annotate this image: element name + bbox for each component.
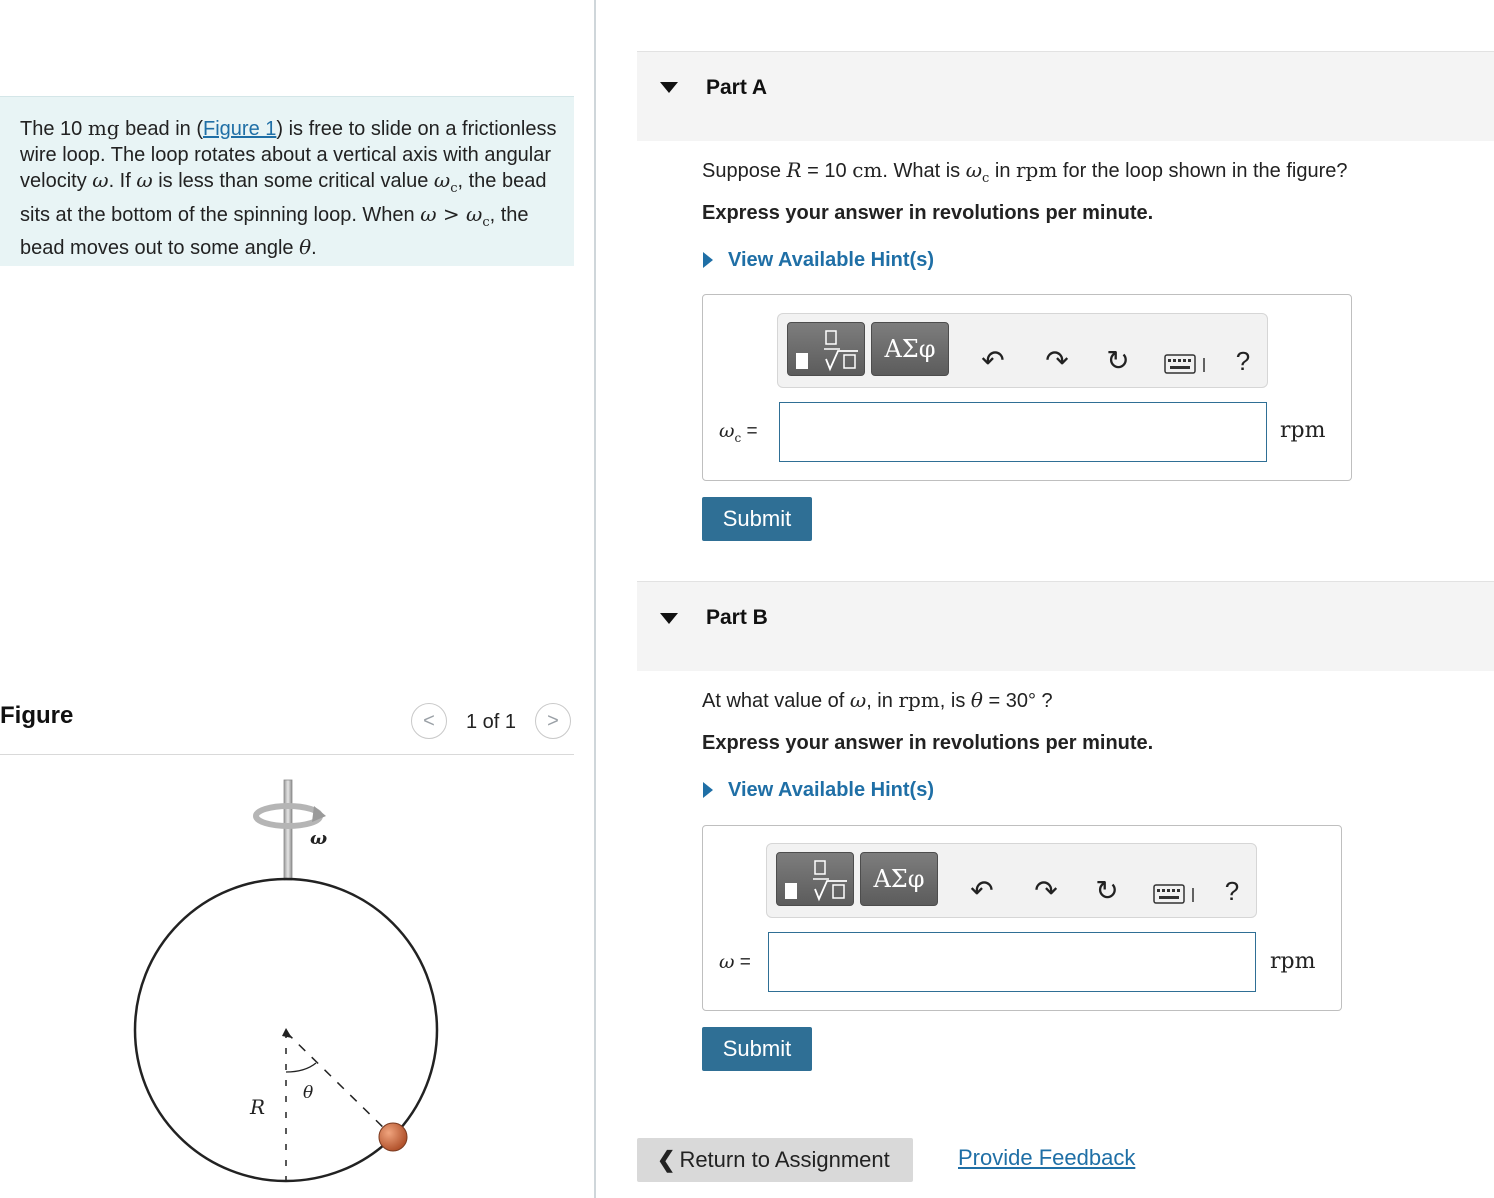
templates-button[interactable] [776,852,854,906]
question-text: for the loop shown in the figure? [1057,160,1348,182]
templates-icon [777,853,855,907]
unit-rpm: rpm [1016,158,1058,182]
help-icon[interactable]: ? [1224,876,1240,906]
chevron-left-icon: ❮ [657,1147,676,1172]
part-b-instruction: Express your answer in revolutions per minute. [702,732,1154,754]
templates-button[interactable] [787,322,865,376]
problem-text-1: The 10 [20,118,88,140]
problem-statement [20,116,565,262]
collapse-caret-icon[interactable] [660,82,678,93]
undo-icon[interactable]: ↶ [981,345,1005,376]
equals-sign: = [734,952,751,973]
problem-text-6: , the bead sits at the bottom of the spinning loop. When [20,170,547,226]
answer-variable-label [719,951,751,974]
question-text: = 10 [801,160,853,182]
omega-symbol: ω [965,158,983,182]
part-b-title: Part B [706,606,768,629]
inequality-expression: ω > ω [420,201,483,226]
keyboard-icon[interactable] [1153,882,1199,911]
question-text: , is [939,690,971,712]
answer-variable-label [719,420,758,445]
hint-expand-icon[interactable] [703,782,713,798]
omega-symbol: ω [849,688,867,712]
problem-text-4: . If [108,170,137,192]
part-a-instruction: Express your answer in revolutions per minute. [702,202,1154,224]
reset-icon[interactable]: ↻ [1106,345,1130,376]
theta-label: θ [303,1083,314,1103]
greek-symbols-button[interactable]: ΑΣφ [860,852,938,906]
pane-divider [594,0,596,1198]
question-text: At what value of [702,690,850,712]
part-a-hints-link[interactable]: View Available Hint(s) [728,249,934,271]
undo-icon[interactable]: ↶ [970,875,994,906]
bead [379,1123,407,1151]
part-b-submit-button[interactable]: Submit [702,1027,812,1071]
theta-symbol: θ [970,688,983,712]
problem-text-5: is less than some critical value [152,170,434,192]
equals-sign: = [741,421,758,442]
answer-unit: rpm [1270,949,1316,974]
unit-rpm: rpm [898,688,940,712]
figure-divider [0,754,574,755]
problem-text-7: , the bead moves out to some angle [20,203,529,259]
omega-symbol: ω [719,951,735,973]
reset-icon[interactable]: ↻ [1095,875,1119,906]
provide-feedback-link[interactable]: Provide Feedback [958,1145,1136,1170]
part-a-answer-input[interactable] [779,402,1267,462]
redo-icon[interactable]: ↷ [1034,875,1058,906]
answer-unit: rpm [1280,418,1326,443]
rotation-axis-shaft [284,780,292,880]
help-icon[interactable]: ? [1235,346,1251,376]
part-a-submit-button[interactable]: Submit [702,497,812,541]
greek-symbols-button[interactable]: ΑΣφ [871,322,949,376]
omega-label: ω [310,828,328,849]
part-a-title: Part A [706,76,768,99]
angled-radius-line [286,1032,392,1136]
omega-symbol: ω [92,168,109,192]
omega-symbol: ω [136,168,153,192]
figure-link[interactable]: Figure 1 [203,118,277,140]
omega-c-subscript: c [982,171,990,186]
omega-c-symbol: ω [433,168,451,192]
figure-heading: Figure [0,702,74,729]
radius-label: R [250,1095,266,1119]
part-b-answer-input[interactable] [768,932,1256,992]
return-label: Return to Assignment [679,1147,890,1172]
problem-text-2: bead in ( [119,118,203,140]
radius-symbol: R [786,158,802,182]
collapse-caret-icon[interactable] [660,613,678,624]
part-b-question [702,688,1053,713]
theta-symbol: θ [299,235,312,259]
question-text: in [989,160,1016,182]
problem-text-3: ) is free to slide on a frictionless wire loop. The loop rotates about a vertical axis with angular velocity [20,118,557,192]
angle-arc [286,1063,316,1072]
omega-c-subscript: c [450,181,458,196]
omega-symbol: ω [719,420,735,442]
radius-arrowhead [282,1028,292,1038]
redo-icon[interactable]: ↷ [1045,345,1069,376]
question-text: Suppose [702,160,787,182]
next-figure-button[interactable]: > [535,703,571,739]
hint-expand-icon[interactable] [703,252,713,268]
question-text: . What is [882,160,966,182]
figure-counter: 1 of 1 [466,711,517,733]
question-text: = 30° ? [982,690,1053,712]
problem-text-8: . [311,237,317,259]
return-to-assignment-button[interactable] [637,1138,913,1182]
question-text: , in [866,690,899,712]
previous-figure-button[interactable]: < [411,703,447,739]
part-a-question [702,158,1348,186]
part-b-hints-link[interactable]: View Available Hint(s) [728,779,934,801]
omega-c-subscript: c [734,430,742,445]
omega-c-subscript: c [482,214,490,230]
keyboard-icon[interactable] [1164,352,1210,381]
bead-loop-figure [100,770,460,1198]
unit-cm: cm [852,158,883,182]
mass-unit: mg [87,116,120,140]
templates-icon [788,323,866,377]
